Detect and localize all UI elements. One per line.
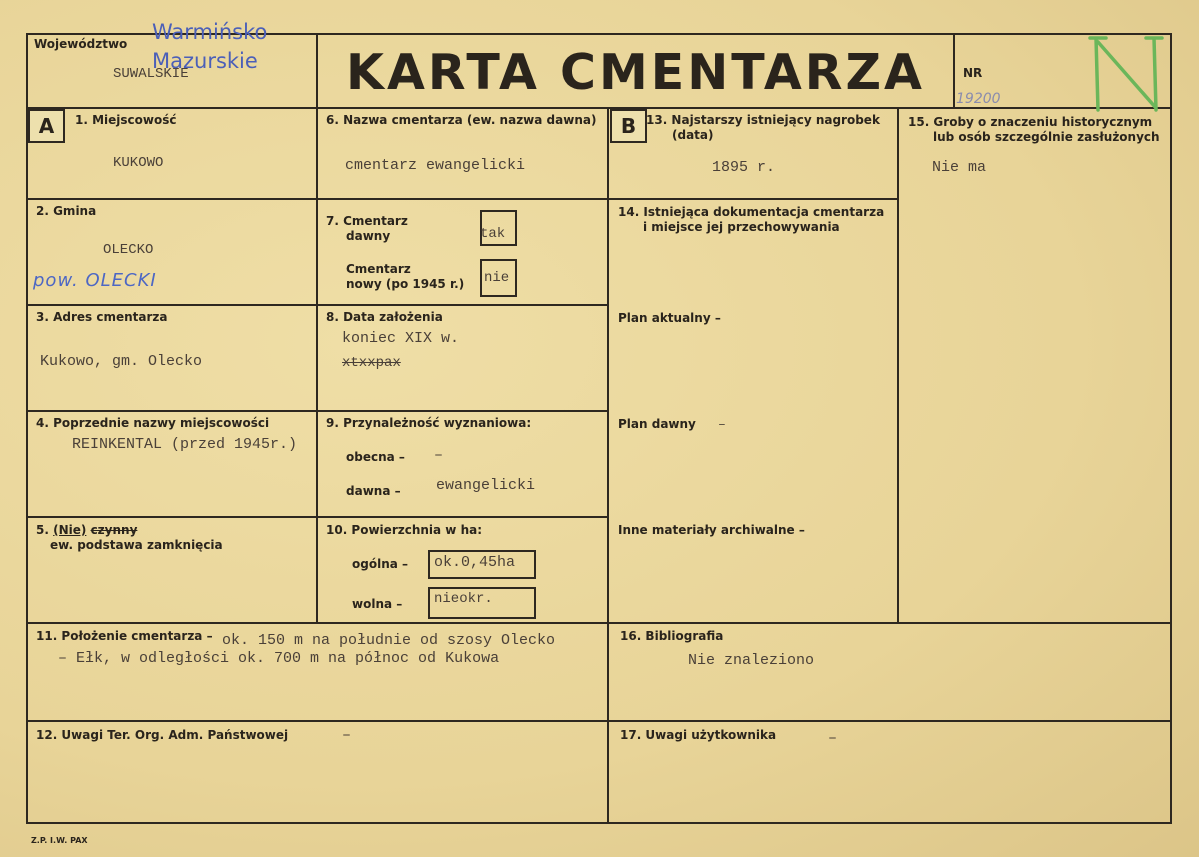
row-line-6: [26, 720, 1172, 722]
field-6-label: 6. Nazwa cmentarza (ew. nazwa dawna): [326, 113, 597, 127]
field-6-value: cmentarz ewangelicki: [345, 157, 526, 174]
field-11-value-2: – Ełk, w odległości ok. 700 m na północ od Kukowa: [58, 650, 500, 667]
section-a-badge: A: [28, 109, 65, 143]
field-3-label: 3. Adres cmentarza: [36, 310, 168, 324]
wojewodztwo-value: SUWALSKIE: [113, 66, 189, 82]
field-9-obecna-label: obecna –: [346, 450, 405, 464]
field-2-handwritten: pow. OLECKI: [33, 270, 157, 291]
field-13-label-1: 13. Najstarszy istniejący nagrobek: [646, 113, 880, 127]
field-16-label: 16. Bibliografia: [620, 629, 724, 643]
print-mark: Z.P. I.W. PAX: [31, 836, 88, 845]
field-15-value: Nie ma: [932, 159, 987, 176]
field-7a-label-1: 7. Cmentarz: [326, 214, 408, 228]
wojewodztwo-label: Województwo: [34, 37, 128, 51]
field-15-label-1: 15. Groby o znaczeniu historycznym: [908, 115, 1153, 129]
field-14-label-2: i miejsce jej przechowywania: [643, 220, 840, 234]
field-7a-label-2: dawny: [346, 229, 391, 243]
field-9-label: 9. Przynależność wyznaniowa:: [326, 416, 532, 430]
field-17-value: –: [828, 730, 838, 747]
header-sep-2: [953, 33, 955, 109]
field-16-value: Nie znaleziono: [688, 652, 815, 669]
field-12-value: –: [342, 727, 352, 744]
frame-left: [26, 33, 28, 824]
field-14-plan-aktualny: Plan aktualny –: [618, 311, 721, 325]
field-15-label-2: lub osób szczególnie zasłużonych: [933, 130, 1160, 144]
field-5-sub: ew. podstawa zamknięcia: [50, 538, 223, 552]
page-title: KARTA CMENTARZA: [346, 44, 925, 101]
field-8-struck: xtxxpax: [342, 355, 401, 371]
field-10-wolna-value: nieokr.: [434, 591, 493, 607]
frame-bottom: [26, 822, 1172, 824]
field-11-value-1: ok. 150 m na południe od szosy Olecko: [222, 632, 556, 649]
field-2-value: OLECKO: [103, 242, 154, 258]
row-line-col3: [607, 198, 897, 200]
big-letter-n: [1086, 34, 1166, 114]
field-14-label-1: 14. Istniejąca dokumentacja cmentarza: [618, 205, 885, 219]
field-9-dawna-value: ewangelicki: [436, 477, 536, 494]
field-4-value: REINKENTAL (przed 1945r.): [72, 436, 298, 453]
field-1-label: 1. Miejscowość: [75, 113, 177, 127]
field-9-dawna-label: dawna –: [346, 484, 401, 498]
field-12-label: 12. Uwagi Ter. Org. Adm. Państwowej: [36, 728, 289, 742]
field-17-label: 17. Uwagi użytkownika: [620, 728, 777, 742]
field-3-value: Kukowo, gm. Olecko: [40, 353, 203, 370]
field-13-label-2: (data): [672, 128, 714, 142]
field-7b-label-1: Cmentarz: [346, 262, 411, 276]
field-5-nie: (Nie): [53, 523, 87, 537]
field-11-label: 11. Położenie cmentarza –: [36, 629, 213, 643]
field-14-plan-dawny-value: –: [718, 417, 726, 432]
row-line-4: [26, 516, 609, 518]
field-7b-label-2: nowy (po 1945 r.): [346, 277, 465, 291]
field-8-label: 8. Data założenia: [326, 310, 443, 324]
field-2-label: 2. Gmina: [36, 204, 97, 218]
field-1-value: KUKOWO: [113, 155, 164, 171]
col-sep-1: [316, 107, 318, 624]
section-b-badge: B: [610, 109, 647, 143]
field-10-ogolna-value: ok.0,45ha: [434, 554, 516, 571]
field-14-inne: Inne materiały archiwalne –: [618, 523, 805, 537]
col-sep-2: [607, 107, 609, 824]
stamp-line-2: Mazurskie: [152, 49, 258, 73]
field-5-czynny: czynny: [90, 523, 138, 537]
field-5-label: [36, 523, 137, 537]
row-line-2: [26, 304, 609, 306]
field-10-wolna-label: wolna –: [352, 597, 403, 611]
nr-label: NR: [963, 66, 983, 80]
row-line-1: [26, 198, 609, 200]
field-14-plan-dawny-label: Plan dawny: [618, 417, 696, 431]
field-8-value: koniec XIX w.: [342, 330, 460, 347]
stamp-line-1: Warmińsko: [152, 20, 268, 44]
field-5-prefix: 5.: [36, 523, 49, 537]
field-10-label: 10. Powierzchnia w ha:: [326, 523, 483, 537]
field-10-ogolna-label: ogólna –: [352, 557, 409, 571]
frame-right: [1170, 33, 1172, 824]
field-4-label: 4. Poprzednie nazwy miejscowości: [36, 416, 270, 430]
header-sep-1: [316, 33, 318, 109]
row-line-5: [26, 622, 1172, 624]
field-9-obecna-value: –: [434, 447, 444, 464]
col-sep-3: [897, 107, 899, 624]
nr-value: 19200: [956, 91, 1001, 107]
row-line-3: [26, 410, 609, 412]
field-7b-value: nie: [484, 270, 510, 286]
field-13-value: 1895 r.: [712, 159, 776, 176]
field-7a-value: tak: [480, 226, 506, 242]
header-divider: [26, 107, 1172, 109]
